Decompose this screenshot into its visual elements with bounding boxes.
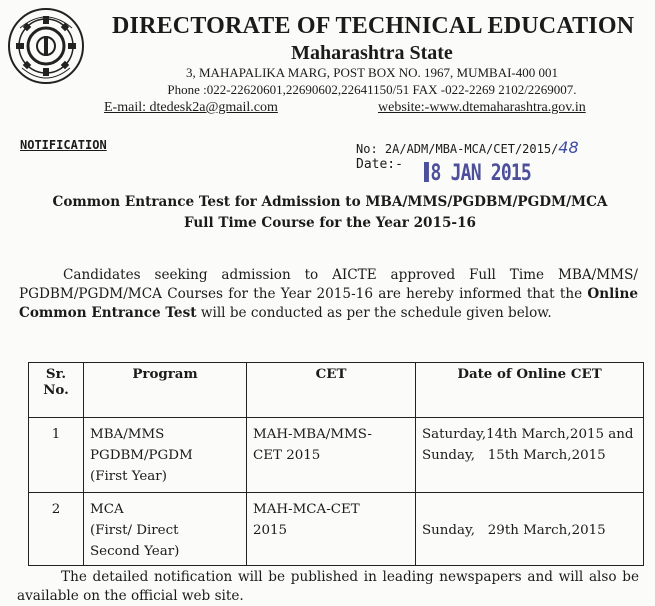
table-header-row — [29, 363, 644, 418]
date-stamp-mark — [424, 162, 429, 182]
org-title: DIRECTORATE OF TECHNICAL EDUCATION — [112, 13, 635, 39]
body-text-before: Candidates seeking admission to AICTE approved Full Time MBA/MMS/ PGDBM/PGDM/MCA Courses for the Year 2015-16 are hereby informed that the — [19, 267, 638, 302]
schedule-table — [28, 362, 644, 566]
program-line: MCA — [90, 502, 124, 517]
cet-line: MAH-MCA-CET — [253, 502, 360, 517]
date-line: Sunday, 15th March,2015 — [422, 448, 606, 463]
org-website[interactable]: website:-www.dtemaharashtra.gov.in — [378, 100, 586, 115]
cet-line: 2015 — [253, 523, 288, 538]
notification-label: NOTIFICATION — [20, 138, 107, 152]
org-state: Maharashtra State — [291, 42, 453, 64]
program-line: MBA/MMS — [90, 427, 165, 442]
header-date: Date of Online CET — [416, 363, 644, 418]
header-cet: CET — [247, 363, 416, 418]
org-email[interactable]: E-mail: dtedesk2a@gmail.com — [104, 100, 278, 115]
cet-line: MAH-MBA/MMS- — [253, 427, 372, 442]
header-sr-line1: Sr. — [45, 366, 67, 382]
table-row — [29, 493, 644, 566]
notification-heading — [10, 192, 650, 234]
notification-number-handwritten: 48 — [558, 138, 579, 157]
org-phone: Phone :022-22620601,22690602,22641150/51 FAX -022-2269 2102/2269007. — [167, 82, 577, 97]
cet-line: CET 2015 — [253, 448, 321, 463]
cell-cet — [247, 493, 416, 566]
header-sr-no — [29, 363, 84, 418]
notification-number — [356, 138, 579, 157]
date-line: Sunday, 29th March,2015 — [422, 523, 606, 538]
heading-line-2: Full Time Course for the Year 2015-16 — [184, 215, 476, 231]
program-line: (First/ Direct — [90, 523, 179, 538]
cell-date — [416, 493, 644, 566]
program-line: Second Year) — [90, 544, 180, 559]
body-paragraph — [19, 266, 638, 323]
date-label: Date:- — [356, 157, 403, 172]
org-address: 3, MAHAPALIKA MARG, POST BOX NO. 1967, MUMBAI-400 001 — [186, 65, 558, 80]
cell-date — [416, 418, 644, 493]
date-stamp-text: 8 JAN 2015 — [430, 161, 531, 186]
footer-paragraph — [17, 568, 639, 606]
header-program: Program — [84, 363, 247, 418]
program-line: PGDBM/PGDM — [90, 448, 193, 463]
body-emphasis: Online Common Entrance Test — [19, 286, 638, 321]
header-sr-line2: No. — [43, 382, 69, 398]
program-line: (First Year) — [90, 469, 167, 484]
table-row — [29, 418, 644, 493]
cell-sr: 2 — [29, 493, 84, 566]
gear-emblem-icon — [6, 6, 86, 86]
footer-text: The detailed notification will be published in leading newspapers and will also be available on the official web site. — [17, 569, 639, 604]
cell-program — [84, 418, 247, 493]
body-text-after: will be conducted as per the schedule given below. — [196, 305, 552, 321]
notification-number-prefix: No: 2A/ADM/MBA-MCA/CET/2015/ — [356, 142, 559, 156]
cell-sr: 1 — [29, 418, 84, 493]
cell-cet — [247, 418, 416, 493]
heading-line-1: Common Entrance Test for Admission to MBA/MMS/PGDBM/PGDM/MCA — [52, 194, 608, 210]
date-line: Saturday,14th March,2015 and — [422, 427, 634, 442]
date-stamp — [424, 161, 531, 191]
cell-program — [84, 493, 247, 566]
